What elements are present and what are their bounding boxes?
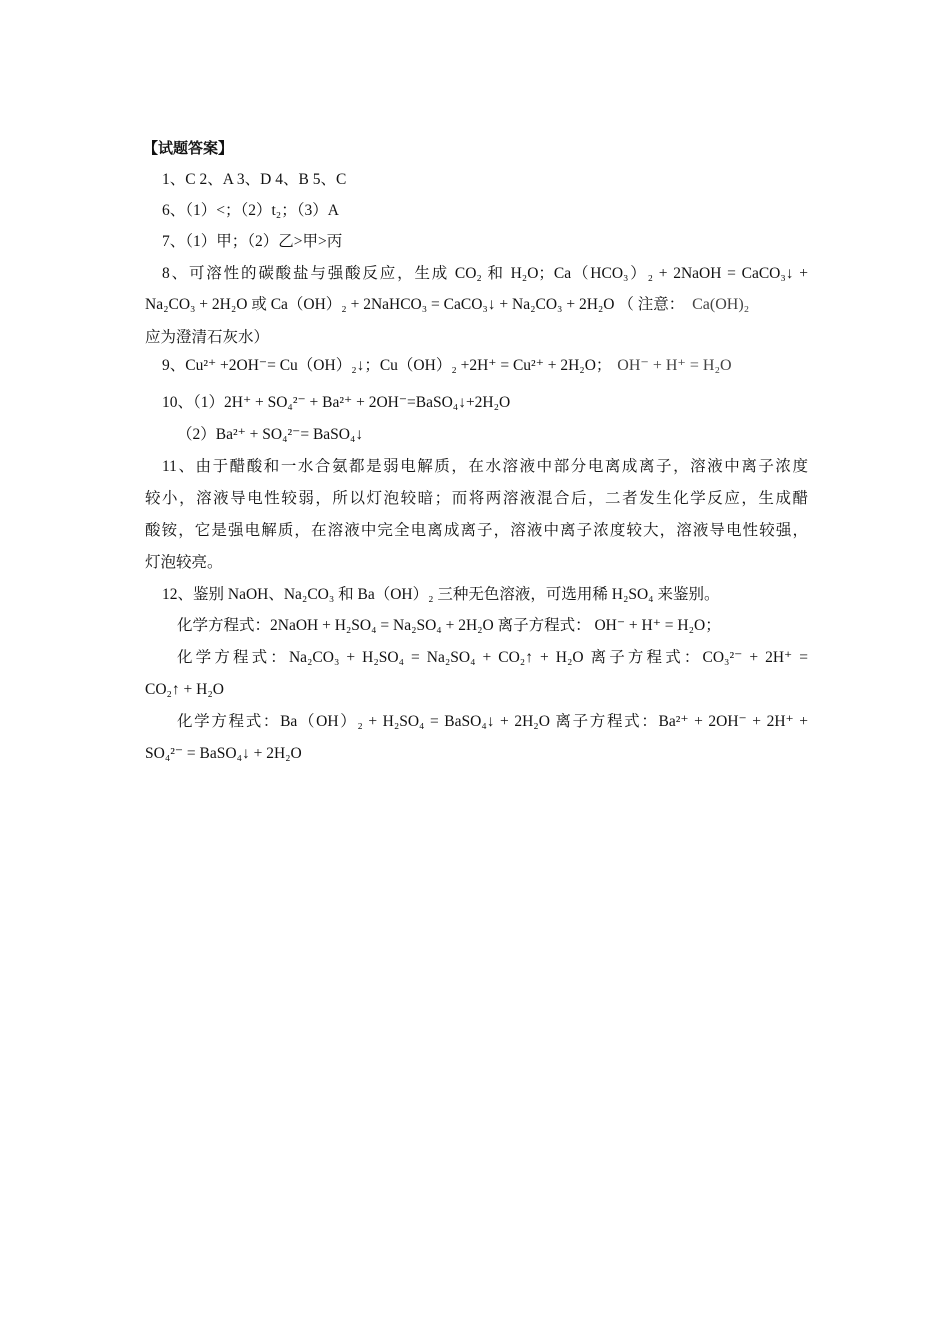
answer-line-11b: 较小，溶液导电性较弱，所以灯泡较暗；而将两溶液混合后，二者发生化学反应，生成醋 — [145, 490, 808, 507]
answer-line-10b: （2）Ba²⁺ + SO₄²⁻= BaSO₄↓ — [177, 426, 364, 443]
answer-line-11c: 酸铵，它是强电解质，在溶液中完全电离成离子，溶液中离子浓度较大，溶液导电性较强， — [145, 522, 808, 539]
answer-line-9 — [162, 355, 732, 377]
answer-line-8b — [145, 294, 749, 316]
answer-line-9-text: 9、Cu²⁺ +2OH⁻= Cu（OH）₂↓；Cu（OH）₂ +2H⁺ = Cu²⁺ + 2H₂O； — [162, 357, 612, 374]
answer-line-12f: SO₄²⁻ = BaSO₄↓ + 2H₂O — [145, 745, 302, 762]
answer-line-12c: 化学方程式：Na₂CO₃ + H₂SO₄ = Na₂SO₄ + CO₂↑ + H₂O 离子方程式：CO₃²⁻ + 2H⁺ = — [177, 649, 808, 666]
answer-line-1: 1、C 2、A 3、D 4、B 5、C — [162, 171, 347, 188]
answer-line-11d: 灯泡较亮。 — [145, 554, 223, 571]
answer-line-12d: CO₂↑ + H₂O — [145, 681, 224, 698]
answer-line-8c: 应为澄清石灰水） — [145, 329, 270, 346]
answer-line-8a: 8、可溶性的碳酸盐与强酸反应，生成 CO₂ 和 H₂O；Ca（HCO₃）₂ + 2NaOH = CaCO₃↓ + — [162, 265, 808, 282]
answer-line-12e: 化学方程式：Ba（OH）₂ + H₂SO₄ = BaSO₄↓ + 2H₂O 离子方程式：Ba²⁺ + 2OH⁻ + 2H⁺ + — [177, 713, 808, 730]
answer-line-6: 6、（1）<；（2）t₂；（3）A — [162, 202, 339, 219]
answer-line-12b: 化学方程式：2NaOH + H₂SO₄ = Na₂SO₄ + 2H₂O 离子方程式： OH⁻ + H⁺ = H₂O； — [177, 617, 721, 634]
formula-image-caoh2: Ca(OH)₂ — [692, 296, 750, 313]
answer-line-10a: 10、（1）2H⁺ + SO₄²⁻ + Ba²⁺ + 2OH⁻=BaSO₄↓+2H₂O — [162, 394, 511, 411]
formula-image-neutralization: OH⁻ + H⁺ = H₂O — [617, 357, 732, 374]
answers-heading: 【试题答案】 — [143, 139, 234, 157]
answer-line-11a: 11、由于醋酸和一水合氨都是弱电解质，在水溶液中部分电离成离子，溶液中离子浓度 — [162, 458, 808, 475]
answer-line-12a: 12、鉴别 NaOH、Na₂CO₃ 和 Ba（OH）₂ 三种无色溶液，可选用稀 H₂SO₄ 来鉴别。 — [162, 586, 720, 603]
answer-line-7: 7、（1）甲；（2）乙>甲>丙 — [162, 233, 343, 250]
answer-line-8b-text: Na₂CO₃ + 2H₂O 或 Ca（OH）₂ + 2NaHCO₃ = CaCO₃↓ + Na₂CO₃ + 2H₂O （ 注意： — [145, 296, 685, 313]
